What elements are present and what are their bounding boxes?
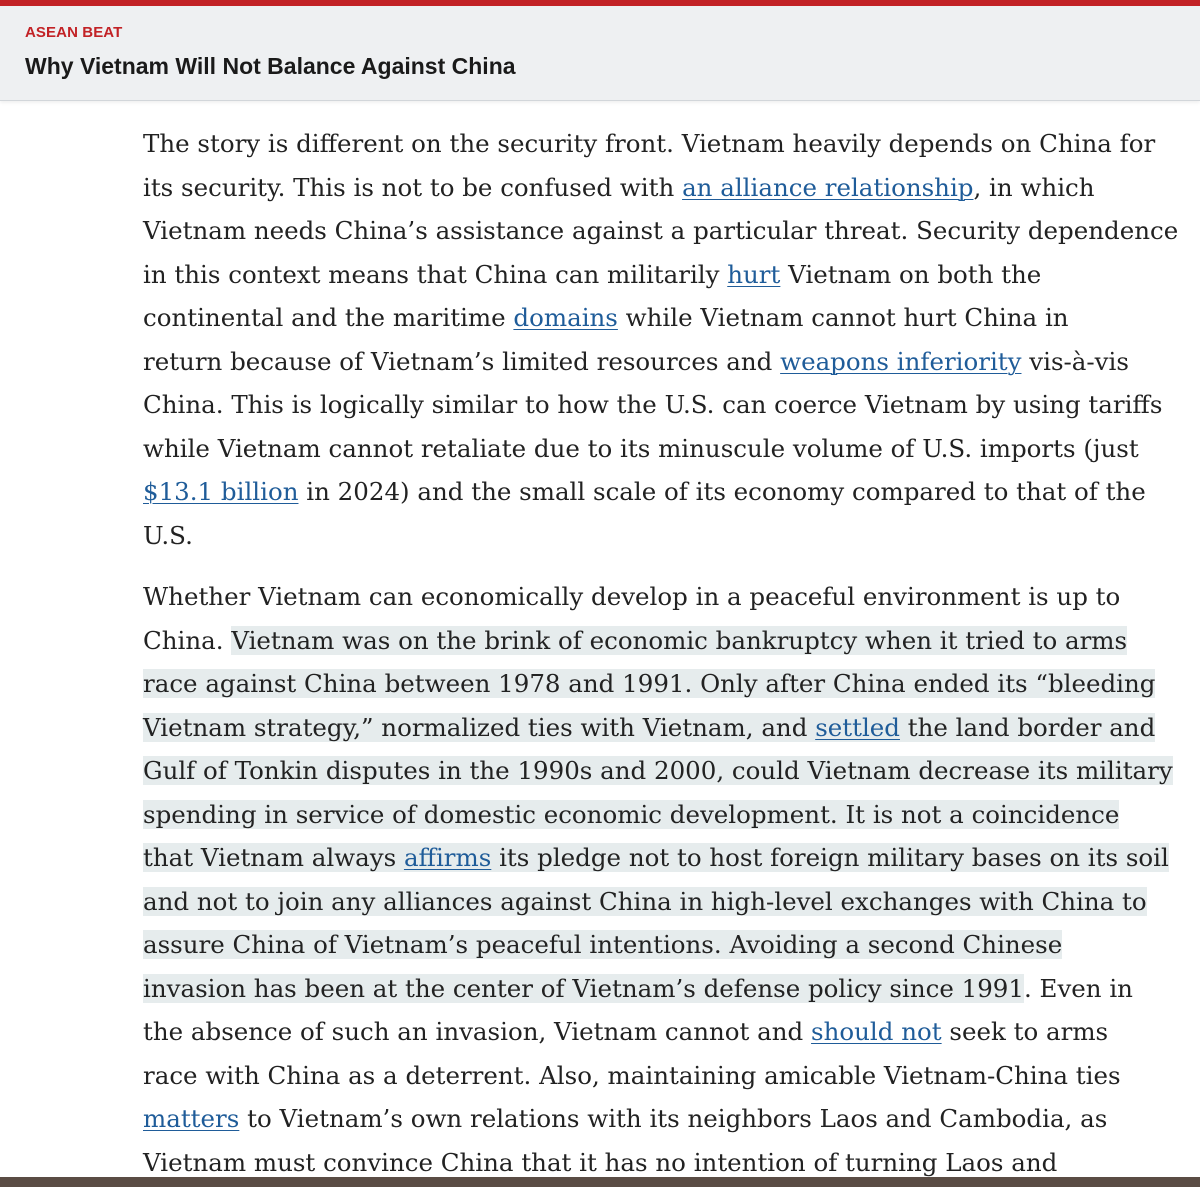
article-header <box>0 6 1200 101</box>
text-line <box>143 749 1173 793</box>
link-affirms[interactable]: affirms <box>403 843 492 872</box>
text-line: China. This is logically similar to how the U.S. can coerce Vietnam by using tariffs <box>143 390 1163 419</box>
link-settled[interactable]: settled <box>815 712 900 742</box>
highlighted-text: race against China between 1978 and 1991. Only after China ended its “bleeding <box>143 669 1156 698</box>
text-line <box>143 662 1173 706</box>
text-line <box>143 880 1173 924</box>
paragraph-security <box>143 122 1179 557</box>
link-13-billion[interactable]: $13.1 billion <box>143 477 299 506</box>
highlighted-text: Vietnam strategy,” normalized ties with Vietnam, and settled the land border and <box>143 712 1156 742</box>
text-line <box>143 923 1173 967</box>
text-line: Vietnam must convince China that it has no intention of turning Laos and <box>143 1147 1058 1177</box>
text-line: Whether Vietnam can economically develop in a peaceful environment is up to <box>143 582 1121 611</box>
text-line: matters to Vietnam’s own relations with its neighbors Laos and Cambodia, as <box>143 1104 1108 1133</box>
text-line <box>143 836 1173 880</box>
text-line: in this context means that China can militarily hurt Vietnam on both the <box>143 259 1042 289</box>
link-weapons-inferiority[interactable]: weapons inferiority <box>780 346 1022 376</box>
text-line <box>143 793 1173 837</box>
highlighted-text: assure China of Vietnam’s peaceful intentions. Avoiding a second Chinese <box>143 930 1063 959</box>
section-label[interactable]: ASEAN BEAT <box>25 24 123 41</box>
text-line: its security. This is not to be confused with an alliance relationship, in which <box>143 172 1095 202</box>
text-line: U.S. <box>143 520 193 550</box>
link-should-not[interactable]: should not <box>811 1017 942 1046</box>
text-line <box>143 706 1173 750</box>
window-bottom-edge <box>0 1177 1200 1187</box>
text-line: return because of Vietnam’s limited resources and weapons inferiority vis-à-vis <box>143 346 1129 376</box>
highlighted-text: that Vietnam always affirms its pledge not to host foreign military bases on its soil <box>143 843 1169 872</box>
text-line: $13.1 billion in 2024) and the small scale of its economy compared to that of the <box>143 477 1146 506</box>
highlighted-text: spending in service of domestic economic development. It is not a coincidence <box>143 799 1120 829</box>
highlighted-text: and not to join any alliances against China in high-level exchanges with China to <box>143 886 1147 916</box>
link-hurt[interactable]: hurt <box>727 259 781 289</box>
highlighted-text: Gulf of Tonkin disputes in the 1990s and 2000, could Vietnam decrease its military <box>143 756 1173 785</box>
link-alliance-relationship[interactable]: an alliance relationship <box>682 172 974 202</box>
article-title: Why Vietnam Will Not Balance Against China <box>25 53 516 79</box>
text-line: while Vietnam cannot retaliate due to its minuscule volume of U.S. imports (just <box>143 433 1139 463</box>
text-line: Vietnam needs China’s assistance against a particular threat. Security dependence <box>143 216 1179 245</box>
text-line: the absence of such an invasion, Vietnam cannot and should not seek to arms <box>143 1017 1109 1046</box>
paragraph-economic <box>143 575 1173 1184</box>
text-line: China. Vietnam was on the brink of economic bankruptcy when it tried to arms <box>143 625 1128 655</box>
highlighted-text: invasion has been at the center of Vietnam’s defense policy since 1991 <box>143 973 1024 1003</box>
text-line: continental and the maritime domains while Vietnam cannot hurt China in <box>143 303 1069 332</box>
article-body <box>143 122 1179 1202</box>
text-line: invasion has been at the center of Vietnam’s defense policy since 1991. Even in <box>143 973 1133 1003</box>
text-line: The story is different on the security front. Vietnam heavily depends on China for <box>143 129 1156 158</box>
text-line: race with China as a deterrent. Also, maintaining amicable Vietnam-China ties <box>143 1060 1121 1090</box>
highlighted-text: Vietnam was on the brink of economic bankruptcy when it tried to arms <box>231 625 1128 655</box>
link-domains[interactable]: domains <box>513 303 618 332</box>
link-matters[interactable]: matters <box>143 1104 240 1133</box>
